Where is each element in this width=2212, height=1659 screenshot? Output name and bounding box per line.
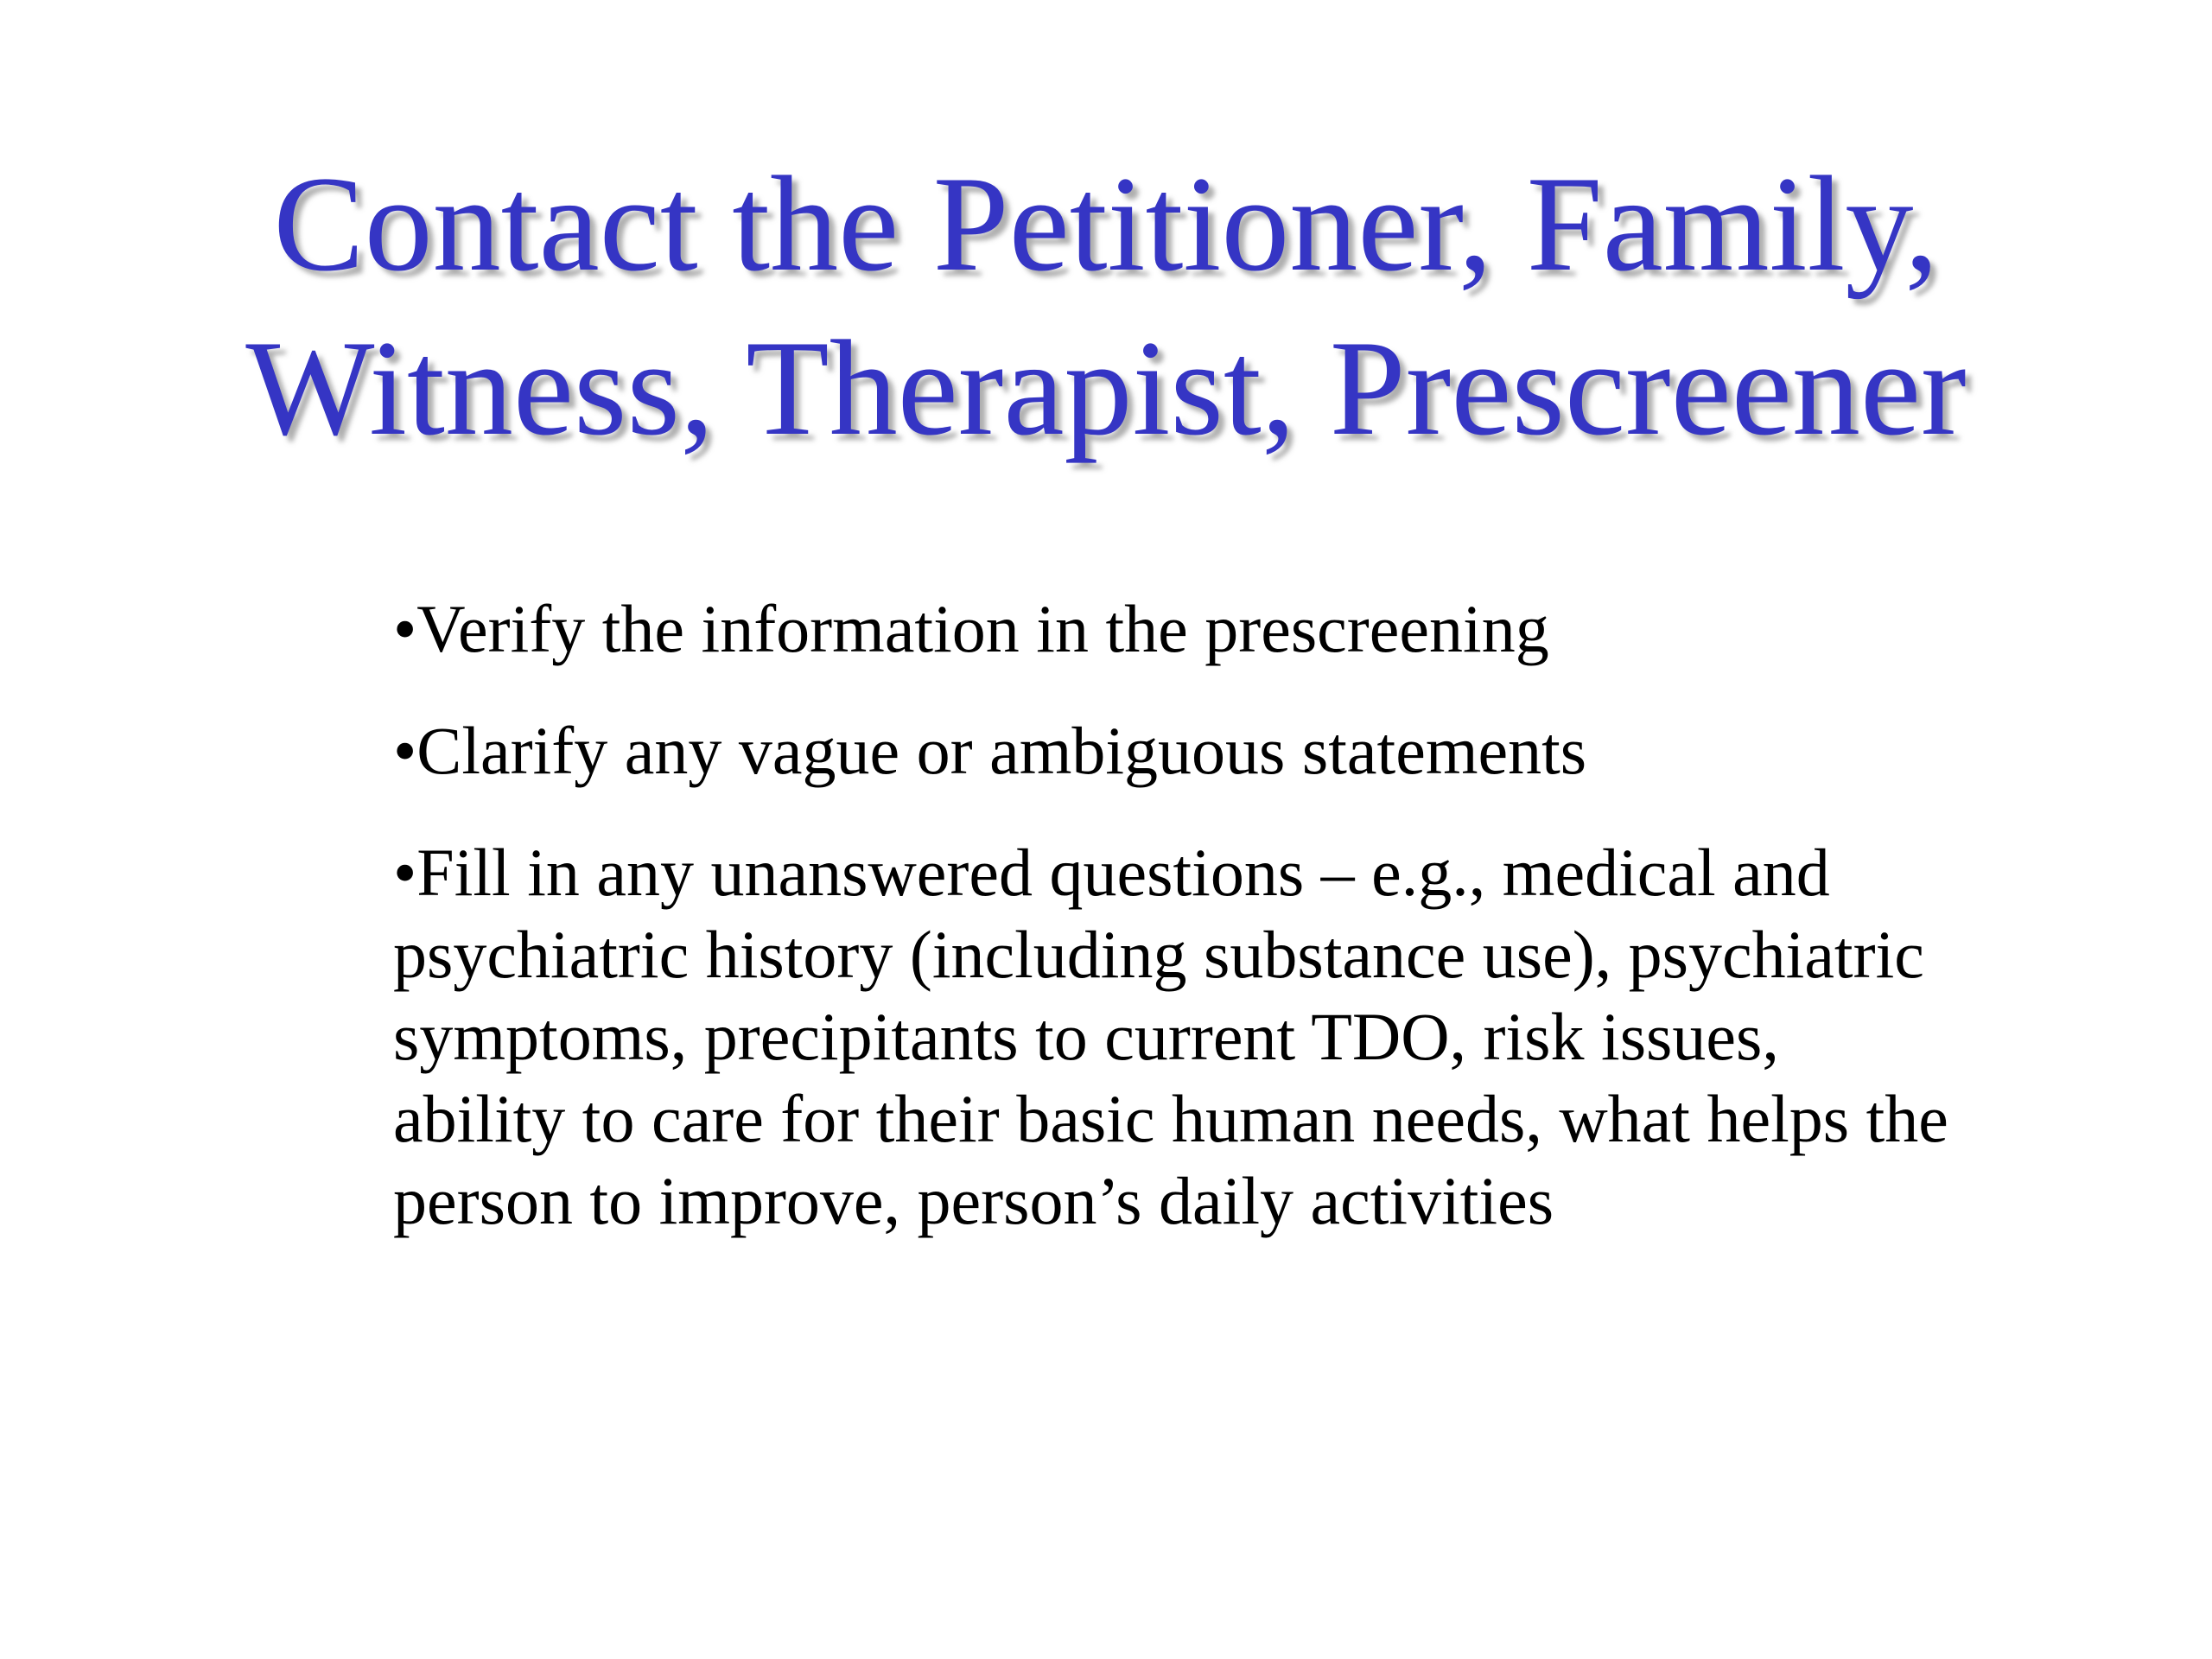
slide-title-line-2: Witness, Therapist, Prescreener — [245, 313, 1967, 464]
bullet-clarify-statements: •Clarify any vague or ambiguous statements — [393, 713, 1587, 788]
slide-title — [0, 143, 2212, 471]
bullet-list — [393, 588, 1966, 1281]
bullet-fill-in-questions: •Fill in any unanswered questions – e.g., medical and psychiatric history (including substance use), psychiatric symptoms, precipitants to current TDO, risk issues, ability to care for their basic human needs, what helps the person to improve, person’s daily activities — [393, 835, 1948, 1238]
bullet-verify-information: •Verify the information in the prescreening — [393, 591, 1549, 666]
slide-title-line-1: Contact the Petitioner, Family, — [273, 149, 1939, 300]
